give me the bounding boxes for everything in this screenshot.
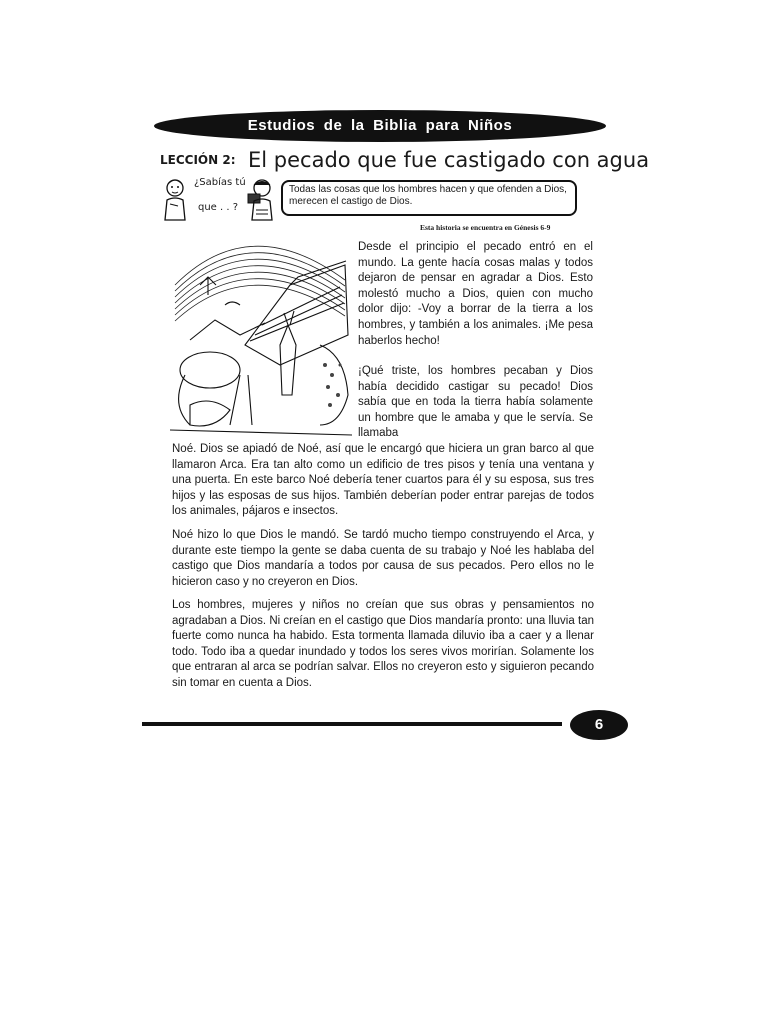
story-paragraph-4: Noé hizo lo que Dios le mandó. Se tardó mucho tiempo construyendo el Arca, y durante este tiempo la gente se daba cuenta de su trabajo y Noé les hablaba del castigo que Dios mandaría a todos por causa de sus pecados. Pero ellos no le hicieron caso y no creyeron en Dios. [172, 529, 594, 588]
story-paragraph-3: Noé. Dios se apiadó de Noé, así que le encargó que hiciera un gran barco al que llamaron Arca. Era tan alto como un edificio de tres pisos y tenía una ventana y una puerta. En este barco Noé debería tener cuartos para él y su esposa, sus tres hijos y las esposas de sus hijos. También deberían poder entrar parejas de todos los animales, pájaros e insectos. [172, 443, 594, 518]
series-banner: Estudios de la Biblia para Niños [154, 110, 606, 142]
story-paragraph-2: ¡Qué triste, los hombres pecaban y Dios había decidido castigar su pecado! Dios sabía que en toda la tierra había solamente un hombre que le amaba y que le servía. Se llamaba [358, 365, 593, 440]
child-thinking-icon [160, 176, 190, 221]
noahs-ark-illustration [170, 225, 352, 440]
sabias-tu-badge [160, 176, 280, 221]
footer-divider [142, 722, 562, 726]
sabias-tu-line1: ¿Sabías tú [194, 177, 246, 188]
scripture-reference: Esta historia se encuentra en Génesis 6-9 [420, 223, 551, 232]
lesson-label: LECCIÓN 2: [160, 153, 236, 167]
lesson-title: El pecado que fue castigado con agua [248, 148, 650, 172]
fact-box: Todas las cosas que los hombres hacen y que ofenden a Dios, merecen el castigo de Dios. [281, 180, 577, 216]
story-paragraph-5: Los hombres, mujeres y niños no creían que sus obras y pensamientos no agradaban a Dios. Ni creían en el castigo que Dios mandaría pronto: una lluvia tan fuerte como nunca ha habido. Esta tormenta llamada diluvio iba a caer y a llenar todo. Todo iba a quedar inundado y todos los seres vivos morirían. Solamente los que entraran al arca se podrían salvar. Ellos no creyeron esto y siguieron pecando sin tomar en cuenta a Dios. [172, 599, 594, 689]
sabias-tu-line2: que . . ? [198, 202, 239, 213]
story-paragraph-1: Desde el principio el pecado entró en el mundo. La gente hacía cosas malas y todos dejaron de pensar en agradar a Dios. Esto molestó mucho a Dios, quien con mucho dolor dijo: -Voy a borrar de la tierra a los hombres, y también a los animales. ¡Me pesa haberlos hecho! [358, 241, 593, 347]
page-number: 6 [570, 710, 628, 740]
child-camera-icon [246, 176, 278, 221]
